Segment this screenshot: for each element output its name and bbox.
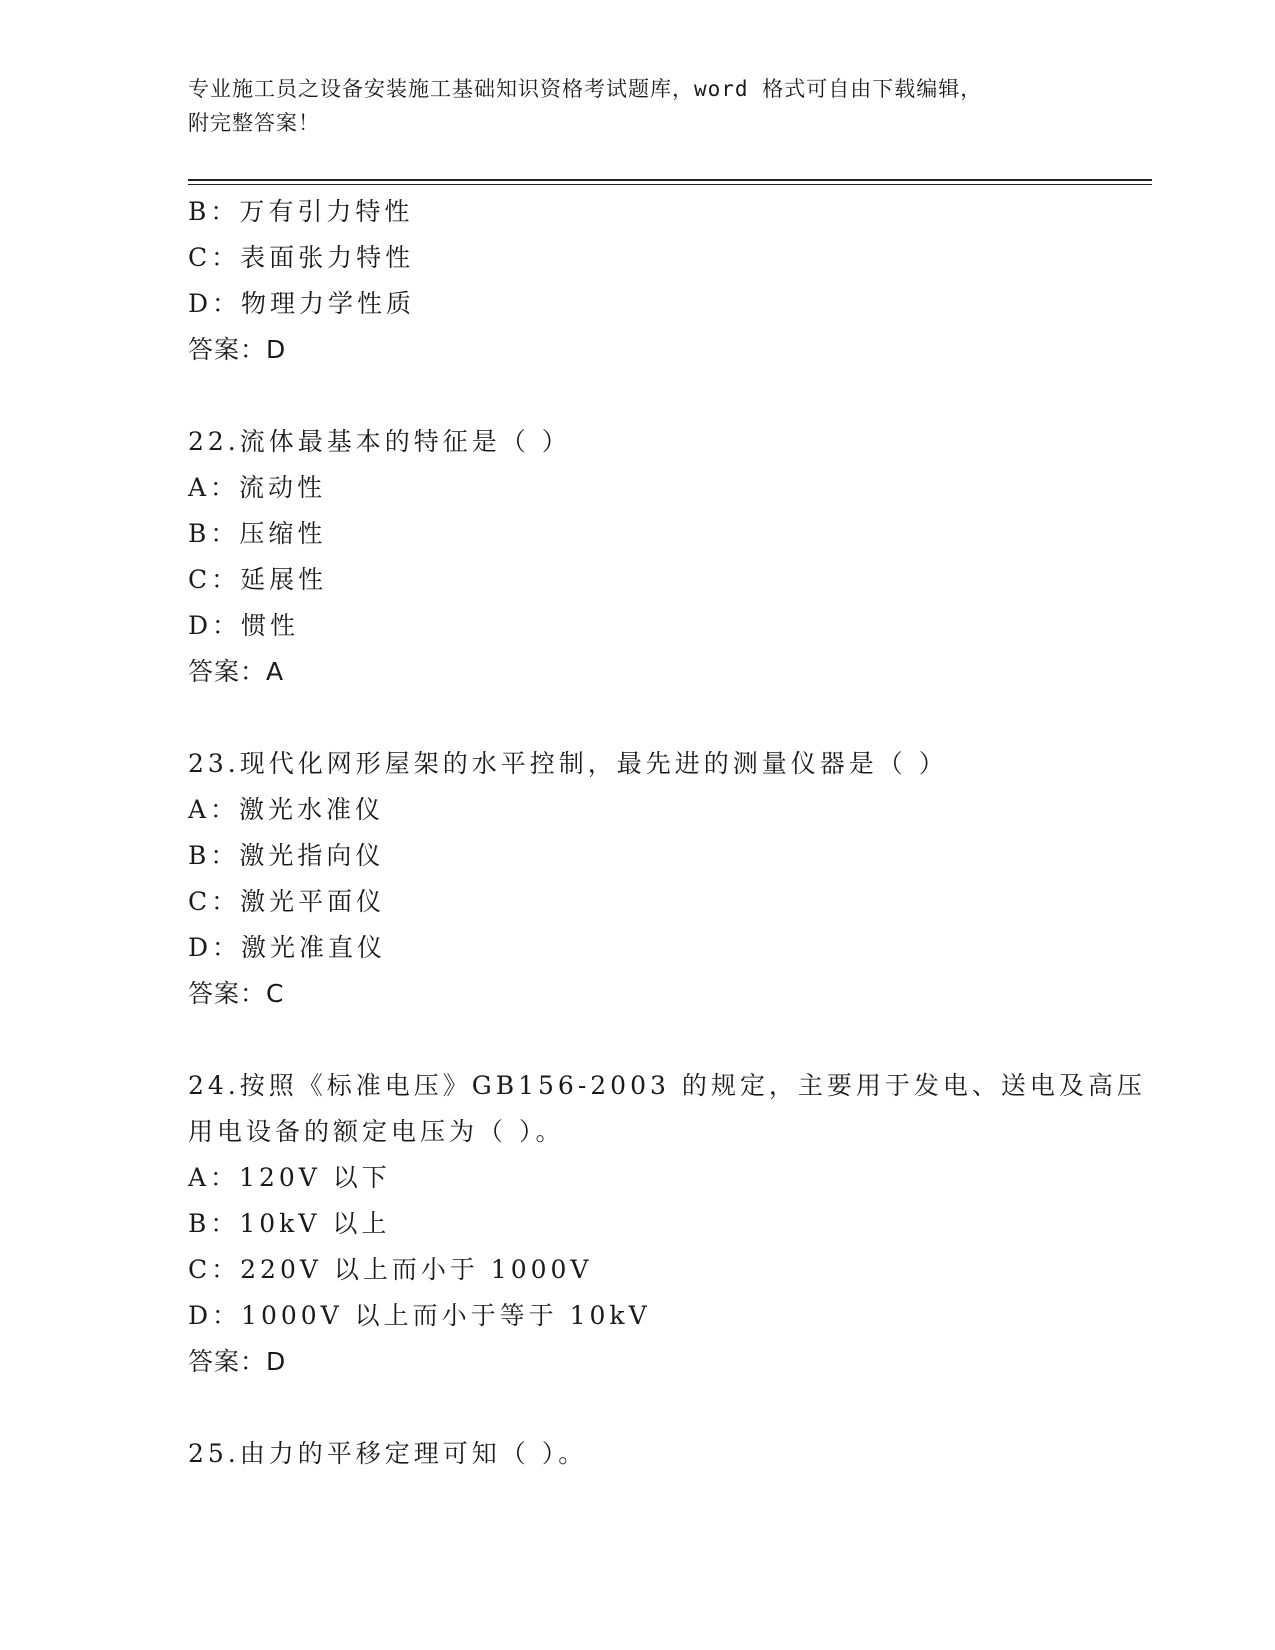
question-25-block — [188, 1431, 1088, 1477]
question-21-block — [188, 189, 1088, 373]
option-c: C：延展性 — [188, 565, 328, 594]
answer: 答案：C — [188, 979, 285, 1008]
question-list — [188, 189, 1146, 1477]
option-c: C：表面张力特性 — [188, 243, 415, 272]
option-b: B：压缩性 — [188, 519, 327, 548]
option-a: A：120V 以下 — [188, 1163, 391, 1192]
option-a: A：激光水准仪 — [188, 795, 385, 824]
question-22-block — [188, 419, 1088, 695]
question-23-block — [188, 741, 1088, 1017]
option-c: C：激光平面仪 — [188, 887, 386, 916]
question-text: 25.由力的平移定理可知（ ）。 — [188, 1439, 588, 1468]
question-text-line-1: 24.按照《标准电压》GB156-2003 的规定，主要用于发电、送电及高压 — [188, 1071, 1146, 1100]
question-text-line-2: 用电设备的额定电压为（ ）。 — [188, 1117, 565, 1146]
option-b: B：激光指向仪 — [188, 841, 385, 870]
option-d: D：1000V 以上而小于等于 10kV — [188, 1301, 651, 1330]
option-b: B：万有引力特性 — [188, 197, 414, 226]
option-b: B：10kV 以上 — [188, 1209, 391, 1238]
question-text: 23.现代化网形屋架的水平控制，最先进的测量仪器是（ ） — [188, 749, 948, 778]
option-a: A：流动性 — [188, 473, 327, 502]
option-d: D：物理力学性质 — [188, 289, 416, 318]
answer: 答案：A — [188, 657, 285, 686]
document-header — [188, 72, 1068, 140]
header-line-1: 专业施工员之设备安装施工基础知识资格考试题库，word 格式可自由下载编辑， — [188, 77, 983, 101]
option-d: D：惯性 — [188, 611, 300, 640]
option-d: D：激光准直仪 — [188, 933, 387, 962]
answer: 答案：D — [188, 335, 287, 364]
header-line-2: 附完整答案！ — [188, 111, 320, 135]
header-divider-thin — [188, 184, 1152, 185]
question-text: 22.流体最基本的特征是（ ） — [188, 427, 571, 456]
header-divider-thick — [188, 179, 1152, 181]
option-c: C：220V 以上而小于 1000V — [188, 1255, 593, 1284]
question-24-block — [188, 1063, 1146, 1385]
answer: 答案：D — [188, 1347, 287, 1376]
